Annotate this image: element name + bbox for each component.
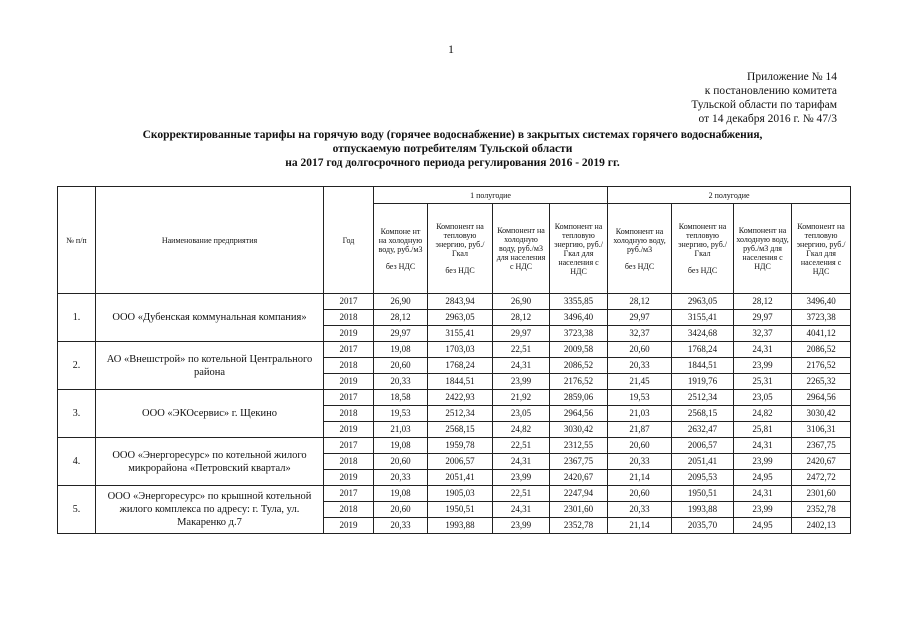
tariff-value: 24,31 bbox=[493, 502, 550, 518]
tariff-value: 2420,67 bbox=[550, 470, 608, 486]
tariff-value: 2006,57 bbox=[428, 454, 493, 470]
tariff-value: 1950,51 bbox=[672, 486, 734, 502]
header-half-2: 2 полугодие bbox=[608, 187, 851, 204]
tariff-value: 21,14 bbox=[608, 470, 672, 486]
year-cell: 2019 bbox=[324, 422, 374, 438]
tariff-value: 2009,58 bbox=[550, 342, 608, 358]
tariff-value: 28,12 bbox=[493, 310, 550, 326]
tariff-value: 2512,34 bbox=[428, 406, 493, 422]
year-cell: 2017 bbox=[324, 342, 374, 358]
tariff-value: 23,99 bbox=[493, 470, 550, 486]
page-number: 1 bbox=[448, 42, 454, 56]
tariff-value: 24,31 bbox=[734, 342, 792, 358]
year-cell: 2017 bbox=[324, 294, 374, 310]
table-row bbox=[58, 342, 851, 358]
tariff-value: 24,82 bbox=[493, 422, 550, 438]
tariff-value: 3155,41 bbox=[428, 326, 493, 342]
tariff-value: 24,31 bbox=[493, 358, 550, 374]
tariff-value: 26,90 bbox=[493, 294, 550, 310]
tariff-value: 2095,53 bbox=[672, 470, 734, 486]
appendix-line: Приложение № 14 bbox=[747, 71, 837, 83]
tariff-value: 2265,32 bbox=[792, 374, 851, 390]
tariff-value: 3424,68 bbox=[672, 326, 734, 342]
tariff-value: 1905,03 bbox=[428, 486, 493, 502]
tariff-value: 29,97 bbox=[734, 310, 792, 326]
tariff-value: 19,53 bbox=[608, 390, 672, 406]
tariff-value: 20,60 bbox=[374, 358, 428, 374]
tariff-value: 2964,56 bbox=[550, 406, 608, 422]
tariff-value: 2312,55 bbox=[550, 438, 608, 454]
tariff-value: 19,53 bbox=[374, 406, 428, 422]
tariff-value: 20,60 bbox=[608, 342, 672, 358]
tariff-value: 2964,56 bbox=[792, 390, 851, 406]
row-number: 4. bbox=[58, 438, 96, 486]
tariff-table bbox=[57, 186, 851, 534]
tariff-value: 2301,60 bbox=[792, 486, 851, 502]
row-number: 3. bbox=[58, 390, 96, 438]
tariff-value: 20,60 bbox=[608, 486, 672, 502]
tariff-value: 20,60 bbox=[374, 502, 428, 518]
tariff-value: 1703,03 bbox=[428, 342, 493, 358]
year-cell: 2018 bbox=[324, 358, 374, 374]
tariff-value: 23,05 bbox=[493, 406, 550, 422]
row-number: 5. bbox=[58, 486, 96, 534]
year-cell: 2017 bbox=[324, 390, 374, 406]
tariff-value: 21,45 bbox=[608, 374, 672, 390]
tariff-value: 3723,38 bbox=[550, 326, 608, 342]
tariff-value: 2352,78 bbox=[792, 502, 851, 518]
appendix-block bbox=[597, 70, 837, 126]
tariff-value: 23,05 bbox=[734, 390, 792, 406]
row-number: 1. bbox=[58, 294, 96, 342]
tariff-value: 20,33 bbox=[608, 502, 672, 518]
tariff-value: 23,99 bbox=[493, 518, 550, 534]
tariff-value: 1993,88 bbox=[672, 502, 734, 518]
tariff-value: 1768,24 bbox=[672, 342, 734, 358]
tariff-value: 2051,41 bbox=[428, 470, 493, 486]
tariff-value: 26,90 bbox=[374, 294, 428, 310]
tariff-value: 21,03 bbox=[374, 422, 428, 438]
tariff-value: 20,33 bbox=[374, 470, 428, 486]
tariff-value: 2568,15 bbox=[428, 422, 493, 438]
tariff-value: 2176,52 bbox=[550, 374, 608, 390]
year-cell: 2019 bbox=[324, 518, 374, 534]
tariff-value: 2568,15 bbox=[672, 406, 734, 422]
tariff-value: 21,92 bbox=[493, 390, 550, 406]
tariff-value: 21,87 bbox=[608, 422, 672, 438]
tariff-value: 24,82 bbox=[734, 406, 792, 422]
tariff-value: 2176,52 bbox=[792, 358, 851, 374]
organization-name: ООО «Энергоресурс» по крышной котельной жилого комплекса по адресу: г. Тула, ул. Макаренко д.7 bbox=[96, 486, 324, 534]
tariff-value: 4041,12 bbox=[792, 326, 851, 342]
tariff-value: 2367,75 bbox=[792, 438, 851, 454]
tariff-value: 25,31 bbox=[734, 374, 792, 390]
tariff-value: 3496,40 bbox=[792, 294, 851, 310]
tariff-value: 2402,13 bbox=[792, 518, 851, 534]
tariff-value: 2006,57 bbox=[672, 438, 734, 454]
tariff-value: 22,51 bbox=[493, 438, 550, 454]
tariff-value: 2035,70 bbox=[672, 518, 734, 534]
tariff-value: 28,12 bbox=[734, 294, 792, 310]
year-cell: 2018 bbox=[324, 406, 374, 422]
tariff-value: 3106,31 bbox=[792, 422, 851, 438]
tariff-value: 20,60 bbox=[374, 454, 428, 470]
table-row bbox=[58, 294, 851, 310]
tariff-value: 2472,72 bbox=[792, 470, 851, 486]
tariff-value: 2632,47 bbox=[672, 422, 734, 438]
year-cell: 2019 bbox=[324, 374, 374, 390]
organization-name: ООО «Энергоресурс» по котельной жилого микрорайона «Петровский квартал» bbox=[96, 438, 324, 486]
header-h2-cold-water-pop: Компонент на холодную воду, руб./м3 для населения с НДС bbox=[734, 204, 792, 294]
tariff-value: 28,12 bbox=[374, 310, 428, 326]
tariff-value: 2352,78 bbox=[550, 518, 608, 534]
tariff-value: 29,97 bbox=[608, 310, 672, 326]
tariff-value: 2086,52 bbox=[792, 342, 851, 358]
tariff-value: 22,51 bbox=[493, 342, 550, 358]
tariff-value: 18,58 bbox=[374, 390, 428, 406]
title-line: на 2017 год долгосрочного периода регулирования 2016 - 2019 гг. bbox=[285, 157, 620, 169]
header-no: № п/п bbox=[58, 187, 96, 294]
tariff-value: 21,14 bbox=[608, 518, 672, 534]
tariff-value: 32,37 bbox=[734, 326, 792, 342]
tariff-value: 29,97 bbox=[374, 326, 428, 342]
table-row bbox=[58, 390, 851, 406]
year-cell: 2017 bbox=[324, 438, 374, 454]
tariff-value: 20,33 bbox=[374, 518, 428, 534]
appendix-line: к постановлению комитета bbox=[704, 85, 837, 97]
tariff-value: 2086,52 bbox=[550, 358, 608, 374]
organization-name: ООО «ЭКОсервис» г. Щекино bbox=[96, 390, 324, 438]
tariff-value: 24,95 bbox=[734, 470, 792, 486]
header-name: Наименование предприятия bbox=[96, 187, 324, 294]
tariff-value: 29,97 bbox=[493, 326, 550, 342]
row-number: 2. bbox=[58, 342, 96, 390]
tariff-value: 32,37 bbox=[608, 326, 672, 342]
tariff-value: 24,95 bbox=[734, 518, 792, 534]
tariff-value: 24,31 bbox=[734, 438, 792, 454]
tariff-value: 2422,93 bbox=[428, 390, 493, 406]
appendix-line: Тульской области по тарифам bbox=[691, 99, 837, 111]
tariff-value: 19,08 bbox=[374, 486, 428, 502]
tariff-value: 2051,41 bbox=[672, 454, 734, 470]
year-cell: 2018 bbox=[324, 310, 374, 326]
tariff-value: 21,03 bbox=[608, 406, 672, 422]
tariff-value: 24,31 bbox=[493, 454, 550, 470]
header-year: Год bbox=[324, 187, 374, 294]
tariff-value: 23,99 bbox=[734, 358, 792, 374]
header-half-1: 1 полугодие bbox=[374, 187, 608, 204]
tariff-value: 20,33 bbox=[608, 454, 672, 470]
tariff-value: 24,31 bbox=[734, 486, 792, 502]
tariff-value: 28,12 bbox=[608, 294, 672, 310]
header-h2-heat: Компонент на тепловую энергию, руб./Гкал без НДС bbox=[672, 204, 734, 294]
tariff-value: 2247,94 bbox=[550, 486, 608, 502]
table-row bbox=[58, 486, 851, 502]
tariff-value: 2301,60 bbox=[550, 502, 608, 518]
document-title bbox=[60, 128, 845, 170]
header-h1-cold-water-pop: Компонент на холодную воду, руб./м3 для населения с НДС bbox=[493, 204, 550, 294]
tariff-value: 22,51 bbox=[493, 486, 550, 502]
table-body bbox=[58, 294, 851, 534]
tariff-value: 3723,38 bbox=[792, 310, 851, 326]
tariff-value: 20,60 bbox=[608, 438, 672, 454]
tariff-value: 3030,42 bbox=[550, 422, 608, 438]
tariff-value: 3496,40 bbox=[550, 310, 608, 326]
tariff-value: 23,99 bbox=[493, 374, 550, 390]
tariff-value: 2963,05 bbox=[672, 294, 734, 310]
header-h1-heat: Компонент на тепловую энергию, руб./Гкал без НДС bbox=[428, 204, 493, 294]
tariff-value: 25,81 bbox=[734, 422, 792, 438]
organization-name: ООО «Дубенская коммунальная компания» bbox=[96, 294, 324, 342]
year-cell: 2018 bbox=[324, 454, 374, 470]
tariff-value: 2420,67 bbox=[792, 454, 851, 470]
tariff-value: 1919,76 bbox=[672, 374, 734, 390]
year-cell: 2019 bbox=[324, 326, 374, 342]
tariff-value: 19,08 bbox=[374, 342, 428, 358]
tariff-value: 3355,85 bbox=[550, 294, 608, 310]
tariff-value: 20,33 bbox=[374, 374, 428, 390]
tariff-value: 1993,88 bbox=[428, 518, 493, 534]
tariff-value: 23,99 bbox=[734, 502, 792, 518]
tariff-value: 2367,75 bbox=[550, 454, 608, 470]
tariff-value: 1768,24 bbox=[428, 358, 493, 374]
tariff-value: 23,99 bbox=[734, 454, 792, 470]
tariff-value: 2512,34 bbox=[672, 390, 734, 406]
appendix-line: от 14 декабря 2016 г. № 47/3 bbox=[698, 113, 837, 125]
tariff-value: 3155,41 bbox=[672, 310, 734, 326]
organization-name: АО «Внешстрой» по котельной Центрального района bbox=[96, 342, 324, 390]
tariff-value: 20,33 bbox=[608, 358, 672, 374]
table-row bbox=[58, 438, 851, 454]
header-h2-heat-pop: Компонент на тепловую энергию, руб./Гкал для населения с НДС bbox=[792, 204, 851, 294]
tariff-value: 1844,51 bbox=[672, 358, 734, 374]
tariff-value: 1959,78 bbox=[428, 438, 493, 454]
tariff-value: 1950,51 bbox=[428, 502, 493, 518]
year-cell: 2017 bbox=[324, 486, 374, 502]
tariff-value: 3030,42 bbox=[792, 406, 851, 422]
tariff-value: 19,08 bbox=[374, 438, 428, 454]
title-line: отпускаемую потребителям Тульской области bbox=[332, 143, 573, 155]
year-cell: 2018 bbox=[324, 502, 374, 518]
year-cell: 2019 bbox=[324, 470, 374, 486]
tariff-value: 2963,05 bbox=[428, 310, 493, 326]
header-h1-cold-water: Компоне нт на холодную воду, руб./м3 без НДС bbox=[374, 204, 428, 294]
title-line: Скорректированные тарифы на горячую воду (горячее водоснабжение) в закрытых системах горячего водоснабжения, bbox=[142, 129, 763, 141]
tariff-value: 1844,51 bbox=[428, 374, 493, 390]
tariff-value: 2859,06 bbox=[550, 390, 608, 406]
header-h1-heat-pop: Компонент на тепловую энергию, руб./Гкал для населения с НДС bbox=[550, 204, 608, 294]
header-h2-cold-water: Компонент на холодную воду, руб./м3 без НДС bbox=[608, 204, 672, 294]
tariff-value: 2843,94 bbox=[428, 294, 493, 310]
